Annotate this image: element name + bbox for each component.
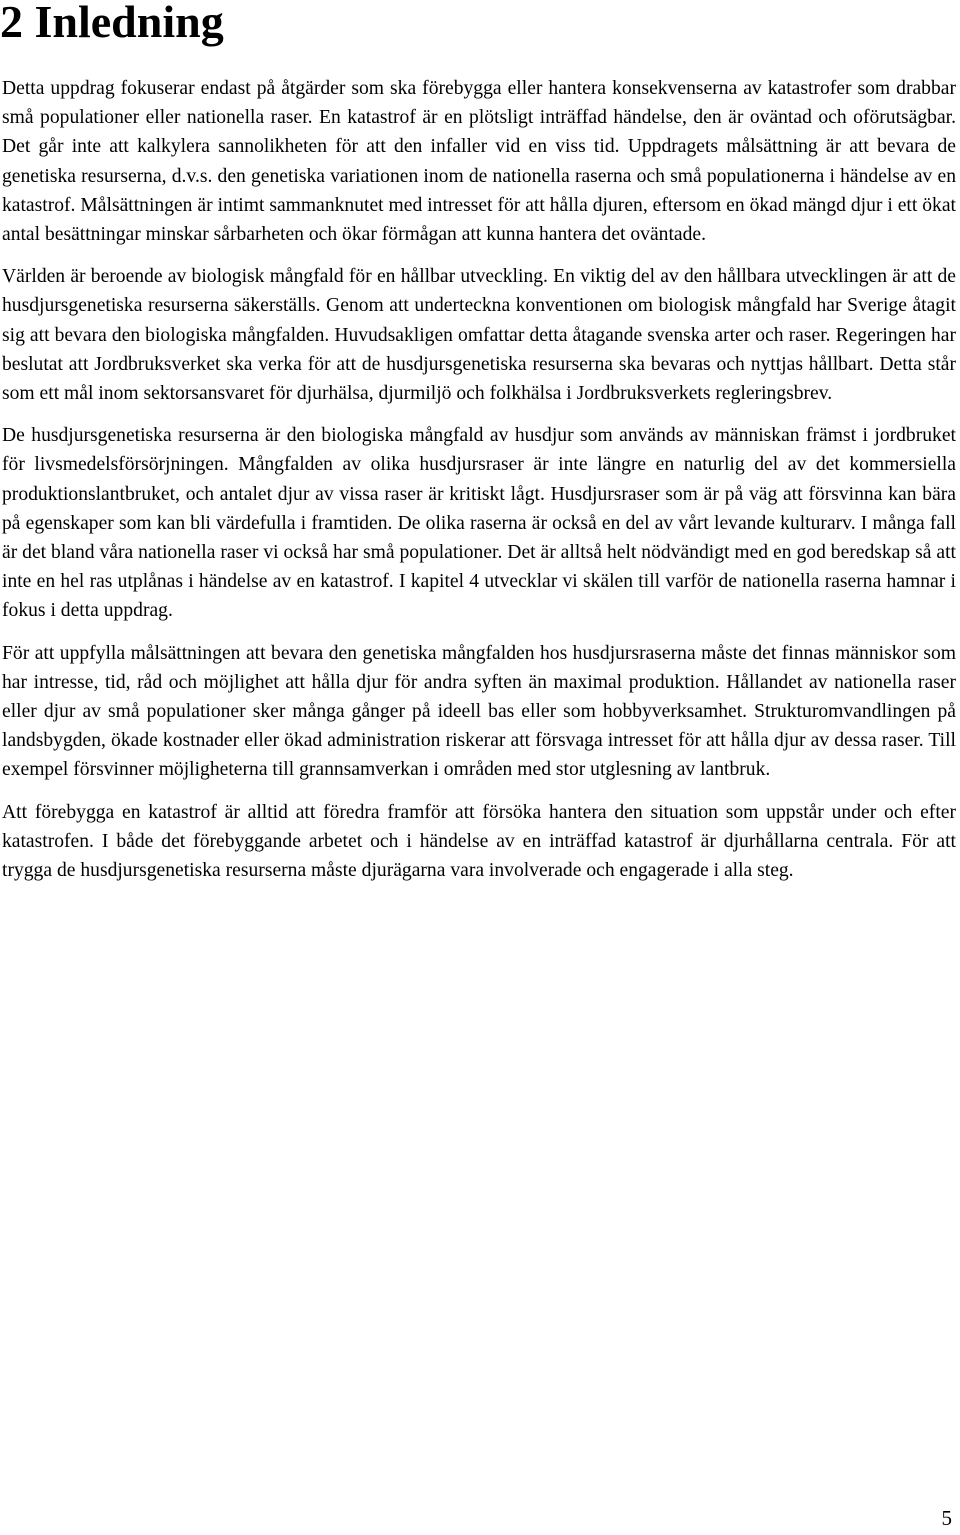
page-number: 5: [941, 1506, 952, 1530]
paragraph-5: Att förebygga en katastrof är alltid att föredra framför att försöka hantera den situation som uppstår under och efter katastrofen. I både det förebyggande arbetet och i händelse av en inträffad katastrof är djurhållarna centrala. För att trygga de husdjursgenetiska resurserna måste djurägarna vara involverade och engagerade i alla steg.: [2, 801, 956, 882]
paragraph-4: För att uppfylla målsättningen att bevara den genetiska mångfalden hos husdjursraserna måste det finnas människor som har intresse, tid, råd och möjlighet att hålla djur för andra syften än maximal produktion. Hållandet av nationella raser eller djur av små populationer sker många gånger på ideell bas eller som hobbyverksamhet. Strukturomvandlingen på landsbygden, ökade kostnader eller ökad administration riskerar att försvaga intresset för att hålla djur av dessa raser. Till exempel försvinner möjligheterna till grannsamverkan i områden med stor utglesning av lantbruk.: [2, 642, 956, 781]
paragraph-3: De husdjursgenetiska resurserna är den biologiska mångfald av husdjur som används av människan främst i jordbruket för livsmedelsförsörjningen. Mångfalden av olika husdjursraser är inte längre en naturlig del av det kommersiella produktionslantbruket, och antalet djur av vissa raser är kritiskt lågt. Husdjursraser som är på väg att försvinna kan bära på egenskaper som kan bli värdefulla i framtiden. De olika raserna är också en del av vårt levande kulturarv. I många fall är det bland våra nationella raser vi också har små populationer. Det är alltså helt nödvändigt med en god beredskap så att inte en hel ras utplånas i händelse av en katastrof. I kapitel 4 utvecklar vi skälen till varför de nationella raserna hamnar i fokus i detta uppdrag.: [2, 425, 956, 622]
paragraph-1: Detta uppdrag fokuserar endast på åtgärder som ska förebygga eller hantera konsekvenserna av katastrofer som drabbar små populationer eller nationella raser. En katastrof är en plötsligt inträffad händelse, den är oväntad och oförutsägbar. Det går inte att kalkylera sannolikheten för att den infaller vid en viss tid. Uppdragets målsättning är att bevara de genetiska resurserna, d.v.s. den genetiska variationen inom de nationella raserna och små populationerna i händelse av en katastrof. Målsättningen är intimt sammanknutet med intresset för att hålla djuren, eftersom en ökad mängd djur i ett ökat antal besättningar minskar sårbarheten och ökar förmågan att kunna hantera det oväntade.: [2, 78, 956, 246]
paragraph-2: Världen är beroende av biologisk mångfald för en hållbar utveckling. En viktig del av den hållbara utvecklingen är att de husdjursgenetiska resurserna säkerställs. Genom att underteckna konventionen om biologisk mångfald har Sverige åtagit sig att bevara den biologiska mångfalden. Huvudsakligen omfattar detta åtagande svenska arter och raser. Regeringen har beslutat att Jordbruksverket ska verka för att de husdjursgenetiska resurserna ska bevaras och nyttjas hållbart. Detta står som ett mål inom sektorsansvaret för djurhälsa, djurmiljö och folkhälsa i Jordbruksverkets regleringsbrev.: [2, 266, 956, 405]
section-body: [2, 74, 956, 898]
section-heading: 2 Inledning: [0, 0, 224, 47]
